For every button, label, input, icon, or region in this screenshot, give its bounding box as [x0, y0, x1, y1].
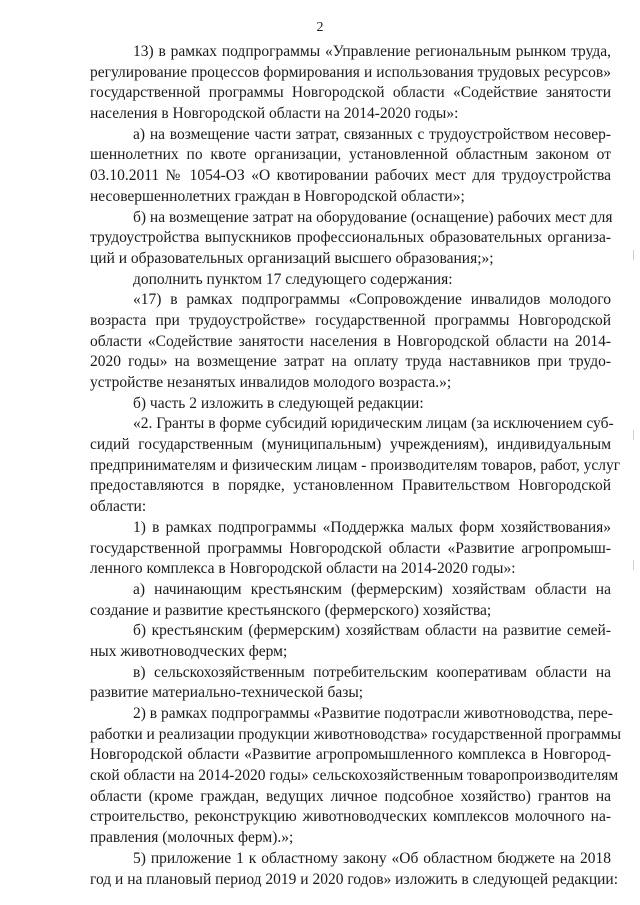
- scan-edge-mark: [633, 250, 634, 260]
- text-line: ленного комплекса в Новгородской области на 2014-2020 годы»:: [90, 560, 516, 578]
- text-line: области (кроме граждан, ведущих личное подсобное хозяйство) грантов на: [90, 787, 611, 805]
- text-line: области «Содействие занятости населения в Новгородской области на 2014-: [90, 332, 611, 350]
- text-line: трудоустройства выпускников профессиональных образовательных организа-: [90, 229, 611, 247]
- paragraph-supplement-17: [90, 270, 611, 291]
- text-line: год и на плановый период 2019 и 2020 годов» изложить в следующей редакции:: [90, 870, 619, 888]
- text-line: б) часть 2 изложить в следующей редакции:: [133, 394, 424, 412]
- text-line: шеннолетних по квоте организации, установленной областным законом от: [90, 146, 611, 164]
- text-line: дополнить пунктом 17 следующего содержания:: [133, 270, 453, 288]
- paragraph-item-5: [90, 849, 619, 890]
- text-line: ных животноводческих ферм;: [90, 642, 288, 660]
- text-line: регулирование процессов формирования и использования трудовых ресурсов»: [90, 63, 611, 81]
- paragraph-part-2-item-1-b: [90, 621, 611, 662]
- text-line: а) на возмещение части затрат, связанных с трудоустройством несовер-: [133, 125, 611, 143]
- scan-edge-mark: [633, 430, 634, 440]
- text-line: области:: [90, 498, 147, 516]
- text-line: в) сельскохозяйственным потребительским кооперативам области на: [133, 663, 611, 681]
- text-line: устройстве незанятых инвалидов молодого возраста.»;: [90, 374, 452, 391]
- text-line: б) на возмещение затрат на оборудование (оснащение) рабочих мест для: [133, 208, 613, 226]
- paragraph-item-13-a: [90, 125, 611, 208]
- paragraph-part-2-item-1-c: [90, 663, 611, 704]
- paragraph-item-17: [90, 290, 611, 393]
- paragraph-item-13: [90, 42, 611, 125]
- text-line: строительство, реконструкцию животноводческих комплексов молочного на-: [90, 808, 611, 826]
- page-number: 2: [316, 20, 324, 35]
- text-line: «17) в рамках подпрограммы «Сопровождение инвалидов молодого: [133, 291, 611, 309]
- text-line: государственной программы Новгородской области «Содействие занятости: [90, 84, 611, 102]
- text-line: возраста при трудоустройстве» государственной программы Новгородской: [90, 311, 611, 329]
- scan-edge-mark: [633, 560, 634, 570]
- document-body: [90, 42, 622, 890]
- text-line: предоставляются в порядке, установленном Правительством Новгородской: [90, 477, 611, 495]
- text-line: ской области на 2014-2020 годы» сельскохозяйственным товаропроизводителям: [90, 767, 619, 785]
- text-line: создание и развитие крестьянского (фермерского) хозяйства;: [90, 601, 492, 619]
- text-line: а) начинающим крестьянским (фермерским) хозяйствам области на: [133, 580, 611, 598]
- text-line: несовершеннолетних граждан в Новгородской области»;: [90, 187, 465, 205]
- text-line: 1) в рамках подпрограммы «Поддержка малых форм хозяйствования»: [133, 518, 611, 536]
- paragraph-item-13-b: [90, 208, 611, 270]
- text-line: 2) в рамках подпрограммы «Развитие подотрасли животноводства, пере-: [133, 705, 613, 722]
- text-line: Новгородской области «Развитие агропромышленного комплекса в Новгород-: [90, 746, 611, 764]
- text-line: б) крестьянским (фермерским) хозяйствам области на развитие семей-: [133, 622, 611, 640]
- text-line: 03.10.2011 № 1054-ОЗ «О квотировании рабочих мест для трудоустройства: [90, 167, 611, 185]
- paragraph-part-2: [90, 414, 621, 517]
- text-line: ций и образовательных организаций высшего образования;»;: [90, 249, 494, 267]
- paragraph-part-b: [90, 394, 611, 415]
- text-line: 5) приложение 1 к областному закону «Об областном бюджете на 2018: [133, 849, 611, 867]
- text-line: государственной программы Новгородской области «Развитие агропромыш-: [90, 539, 611, 557]
- text-line: предпринимателям и физическим лицам - производителям товаров, работ, услуг: [90, 456, 621, 474]
- text-line: сидий государственным (муниципальным) учреждениям), индивидуальным: [90, 436, 611, 454]
- text-line: населения в Новгородской области на 2014-2020 годы»:: [90, 105, 459, 123]
- text-line: работки и реализации продукции животноводства» государственной программы: [90, 725, 622, 743]
- text-line: «2. Гранты в форме субсидий юридическим лицам (за исключением суб-: [133, 415, 614, 433]
- text-line: развитие материально-технической базы;: [90, 684, 364, 702]
- text-line: 13) в рамках подпрограммы «Управление региональным рынком труда,: [133, 43, 611, 60]
- paragraph-part-2-item-1-a: [90, 580, 611, 621]
- text-line: правления (молочных ферм).»;: [90, 829, 294, 847]
- paragraph-part-2-item-2: [90, 704, 622, 849]
- paragraph-part-2-item-1: [90, 518, 611, 580]
- text-line: 2020 годы» на возмещение затрат на оплату труда наставников при трудо-: [90, 353, 611, 371]
